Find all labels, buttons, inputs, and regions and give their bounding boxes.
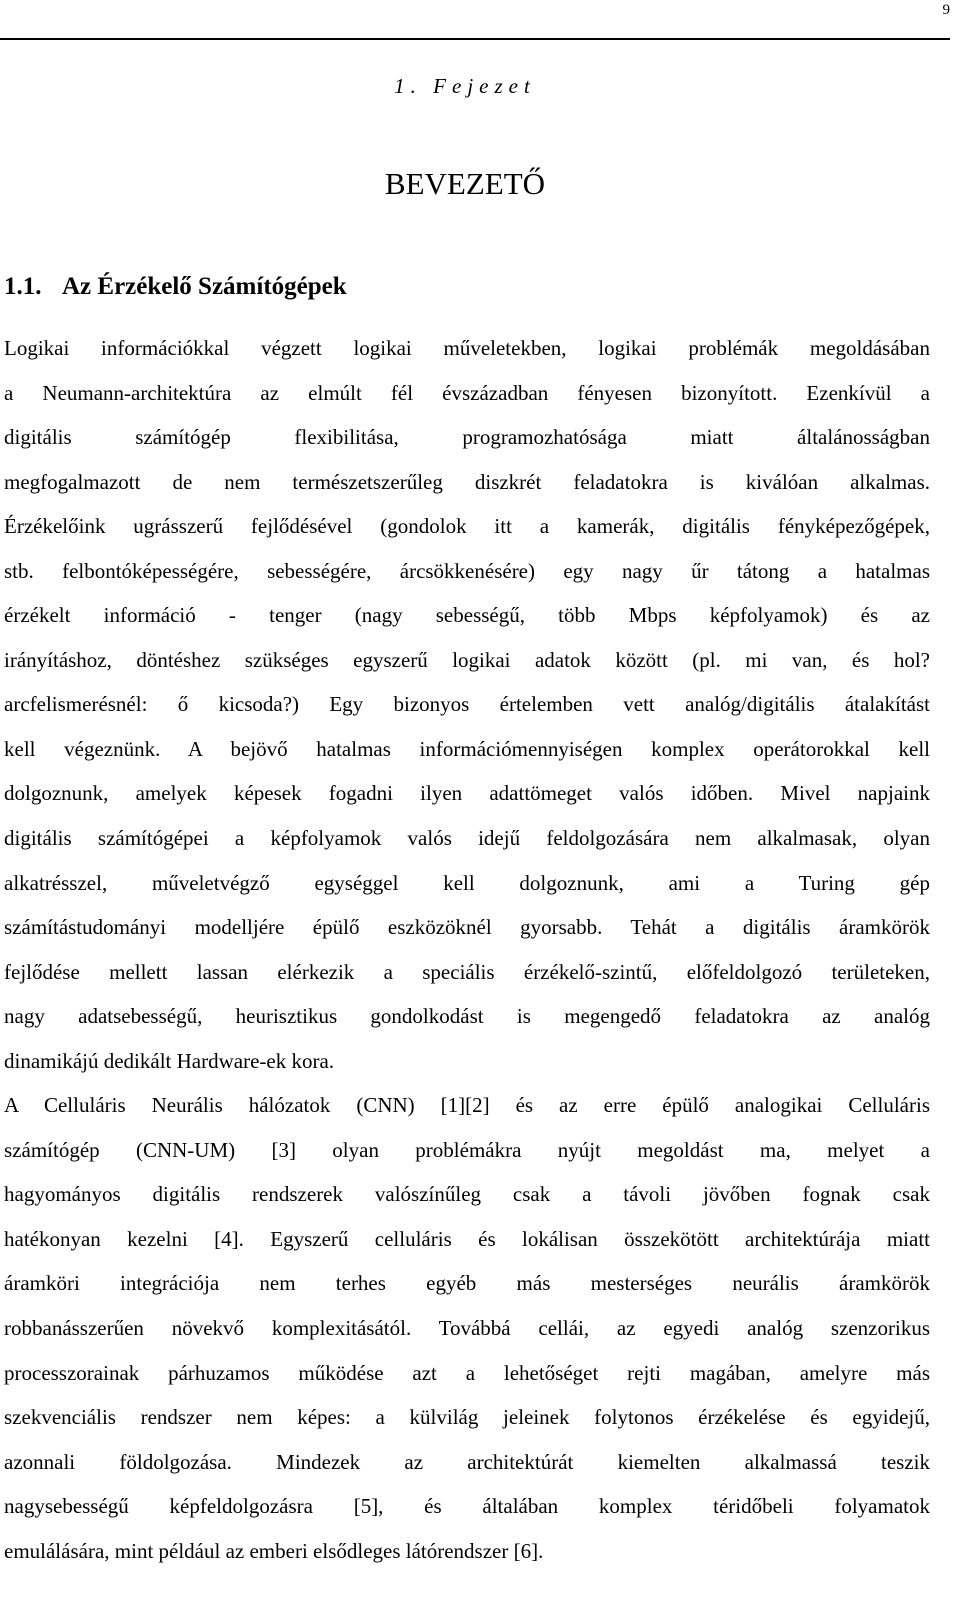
text-line: dinamikájú dedikált Hardware-ek kora. bbox=[4, 1048, 335, 1073]
text-line: kell végeznünk. A bejövő hatalmas információmennyiségen komplex operátorokkal kell bbox=[4, 736, 930, 761]
text-line: szekvenciális rendszer nem képes: a külvilág jeleinek folytonos érzékelése és egyidejű, bbox=[4, 1405, 930, 1430]
text-line: arcfelismerésnél: ő kicsoda?) Egy bizonyos értelemben vett analóg/digitális átalakítást bbox=[4, 692, 930, 717]
page-number: 9 bbox=[942, 2, 950, 18]
section-number: 1.1. bbox=[4, 273, 42, 300]
section-heading bbox=[4, 270, 347, 304]
text-line: nagy adatsebességű, heurisztikus gondolkodást is megengedő feladatokra az analóg bbox=[4, 1004, 930, 1029]
section-title: Az Érzékelő Számítógépek bbox=[62, 273, 347, 300]
text-line: dolgoznunk, amelyek képesek fogadni ilyen adattömeget valós időben. Mivel napjaink bbox=[4, 781, 930, 806]
text-line: digitális számítógépei a képfolyamok valós idejű feldolgozására nem alkalmasak, olyan bbox=[4, 826, 930, 851]
paragraph-1 bbox=[4, 326, 930, 1083]
text-line: áramköri integrációja nem terhes egyéb más mesterséges neurális áramkörök bbox=[4, 1271, 930, 1296]
text-line: digitális számítógép flexibilitása, programozhatósága miatt általánosságban bbox=[4, 425, 930, 450]
text-line: azonnali földolgozása. Mindezek az architektúrát kiemelten alkalmassá teszik bbox=[4, 1449, 930, 1474]
text-line: nagysebességű képfeldolgozásra [5], és általában komplex téridőbeli folyamatok bbox=[4, 1494, 930, 1519]
header-rule bbox=[0, 38, 950, 40]
chapter-title: BEVEZETŐ bbox=[384, 166, 546, 201]
text-line: stb. felbontóképességére, sebességére, árcsökkenésére) egy nagy űr tátong a hatalmas bbox=[4, 558, 930, 583]
text-line: a Neumann-architektúra az elmúlt fél évszázadban fényesen bizonyított. Ezenkívül a bbox=[4, 380, 930, 405]
text-line: számítástudományi modelljére épülő eszközöknél gyorsabb. Tehát a digitális áramkörök bbox=[4, 915, 930, 940]
text-line: robbanásszerűen növekvő komplexitásától. Továbbá cellái, az egyedi analóg szenzorikus bbox=[4, 1316, 930, 1341]
text-line: hatékonyan kezelni [4]. Egyszerű celluláris és lokálisan összekötött architektúrája miatt bbox=[4, 1226, 930, 1251]
text-line: alkatrésszel, műveletvégző egységgel kell dolgoznunk, ami a Turing gép bbox=[4, 870, 930, 895]
chapter-label: 1. Fejezet bbox=[394, 74, 536, 98]
text-line: fejlődése mellett lassan elérkezik a speciális érzékelő-szintű, előfeldolgozó területeken, bbox=[4, 959, 930, 984]
text-line: érzékelt információ - tenger (nagy sebességű, több Mbps képfolyamok) és az bbox=[4, 603, 930, 628]
text-line: Érzékelőink ugrásszerű fejlődésével (gondolok itt a kamerák, digitális fényképezőgépek, bbox=[4, 514, 930, 539]
text-line: Logikai információkkal végzett logikai műveletekben, logikai problémák megoldásában bbox=[4, 336, 930, 360]
text-line: emulálására, mint például az emberi elsődleges látórendszer [6]. bbox=[4, 1538, 544, 1563]
text-line: A Celluláris Neurális hálózatok (CNN) [1][2] és az erre épülő analogikai Celluláris bbox=[4, 1093, 930, 1118]
paragraph-2 bbox=[4, 1083, 930, 1573]
text-line: hagyományos digitális rendszerek valószínűleg csak a távoli jövőben fognak csak bbox=[4, 1182, 930, 1207]
text-line: számítógép (CNN-UM) [3] olyan problémákra nyújt megoldást ma, melyet a bbox=[4, 1137, 930, 1162]
text-line: megfogalmazott de nem természetszerűleg diszkrét feladatokra is kiválóan alkalmas. bbox=[4, 469, 930, 494]
body-text bbox=[4, 326, 930, 1573]
text-line: irányításhoz, döntéshez szükséges egyszerű logikai adatok között (pl. mi van, és hol? bbox=[4, 647, 930, 672]
text-line: processzorainak párhuzamos működése azt a lehetőséget rejti magában, amelyre más bbox=[4, 1360, 930, 1385]
